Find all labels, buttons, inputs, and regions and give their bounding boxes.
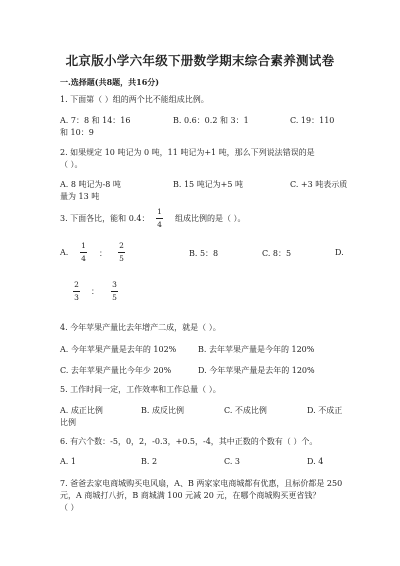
question-3-option-d-fraction-2: [111, 280, 118, 303]
question-3-option-c: C. 8：5: [262, 249, 292, 258]
question-4-option-a: A. 今年苹果产量是去年的 102%: [60, 345, 177, 354]
question-4-option-d: D. 今年苹果产量是去年的 120%: [198, 366, 315, 375]
question-7-stem: 7. 爸爸去家电商城购买电风扇，A、B 两家家电商城都有优惠，且标价都是 250: [60, 479, 343, 488]
fraction-numerator: 2: [74, 280, 79, 289]
question-5-option-a: A. 成正比例: [60, 406, 103, 415]
fraction-numerator: 2: [119, 241, 124, 250]
question-3-option-a-label: A.: [60, 248, 69, 257]
question-2-stem: 2. 如果规定 10 吨记为 0 吨，11 吨记为+1 吨，那么下列说法错误的是: [60, 148, 315, 157]
question-5-option-c: C. 不成比例: [224, 406, 267, 415]
question-4-stem: 4. 今年苹果产量比去年增产二成，就是（ ）。: [60, 323, 221, 332]
fraction-denominator: 4: [81, 253, 86, 263]
question-6-option-d: D. 4: [307, 457, 324, 466]
question-2-stem-cont: （ ）。: [60, 160, 83, 169]
question-5-option-b: B. 成反比例: [141, 406, 184, 415]
question-2-option-b: B. 15 吨记为+5 吨: [173, 180, 244, 189]
section-heading: 一.选择题(共8题，共16分): [60, 77, 160, 87]
fraction-bar: [156, 218, 163, 219]
fraction-denominator: 3: [74, 292, 79, 302]
fraction-bar: [111, 291, 118, 292]
question-1-option-a: A. 7：8 和 14：16: [60, 116, 131, 125]
fraction-numerator: 3: [112, 280, 117, 289]
question-3-stem-prefix: 3. 下面各比，能和 0.4：: [60, 214, 150, 223]
question-7-stem-cont: 元，A 商城打八折，B 商城满 100 元减 20 元，在哪个商城购买更省钱？: [60, 491, 321, 500]
question-3-option-a-fraction-2: [118, 241, 125, 264]
question-1-option-c-cont: 和 10：9: [60, 128, 94, 137]
question-5-option-d: D. 不成正: [307, 406, 343, 415]
question-3-stem-fraction: [156, 207, 163, 230]
question-6-stem: 6. 有六个数：-5，0，2，-0.3，+0.5，-4，其中正数的个数有（ ）个。: [60, 437, 318, 446]
question-3-option-b: B. 5：8: [189, 249, 219, 258]
question-1-option-b: B. 0.6：0.2 和 3：1: [173, 116, 249, 125]
question-2-option-a: A. 8 吨记为-8 吨: [60, 180, 121, 189]
question-5-stem: 5. 工作时间一定，工作效率和工作总量（ ）。: [60, 385, 221, 394]
fraction-numerator: 1: [157, 207, 162, 216]
fraction-bar: [80, 252, 87, 253]
question-5-option-d-cont: 比例: [60, 418, 76, 427]
question-4-option-c: C. 去年苹果产量比今年少 20%: [60, 366, 172, 375]
question-7-stem-cont-2: （ ）: [60, 503, 79, 512]
fraction-denominator: 5: [112, 292, 117, 302]
question-2-option-c-cont: 量为 13 吨: [60, 192, 100, 201]
fraction-bar: [73, 291, 80, 292]
question-3-option-a-colon: ：: [99, 249, 107, 258]
question-2-option-c: C. +3 吨表示质: [290, 180, 348, 189]
page-title: 北京版小学六年级下册数学期末综合素养测试卷: [65, 53, 335, 68]
fraction-numerator: 1: [81, 241, 86, 250]
fraction-bar: [118, 252, 125, 253]
fraction-denominator: 5: [119, 253, 124, 263]
question-3-stem-suffix: 组成比例的是（ ）。: [175, 214, 246, 223]
question-3-option-d-colon: ：: [91, 287, 99, 296]
question-3-option-d-fraction-1: [73, 280, 80, 303]
question-3-option-a-fraction-1: [80, 241, 87, 264]
fraction-denominator: 4: [157, 219, 162, 229]
question-4-option-b: B. 去年苹果产量是今年的 120%: [198, 345, 315, 354]
question-6-option-b: B. 2: [141, 457, 158, 466]
question-1-stem: 1. 下面第（ ）组的两个比不能组成比例。: [60, 95, 209, 104]
question-1-option-c: C. 19：110: [290, 116, 335, 125]
question-6-option-a: A. 1: [60, 457, 76, 466]
question-3-option-d-label: D.: [335, 248, 344, 257]
question-6-option-c: C. 3: [224, 457, 241, 466]
